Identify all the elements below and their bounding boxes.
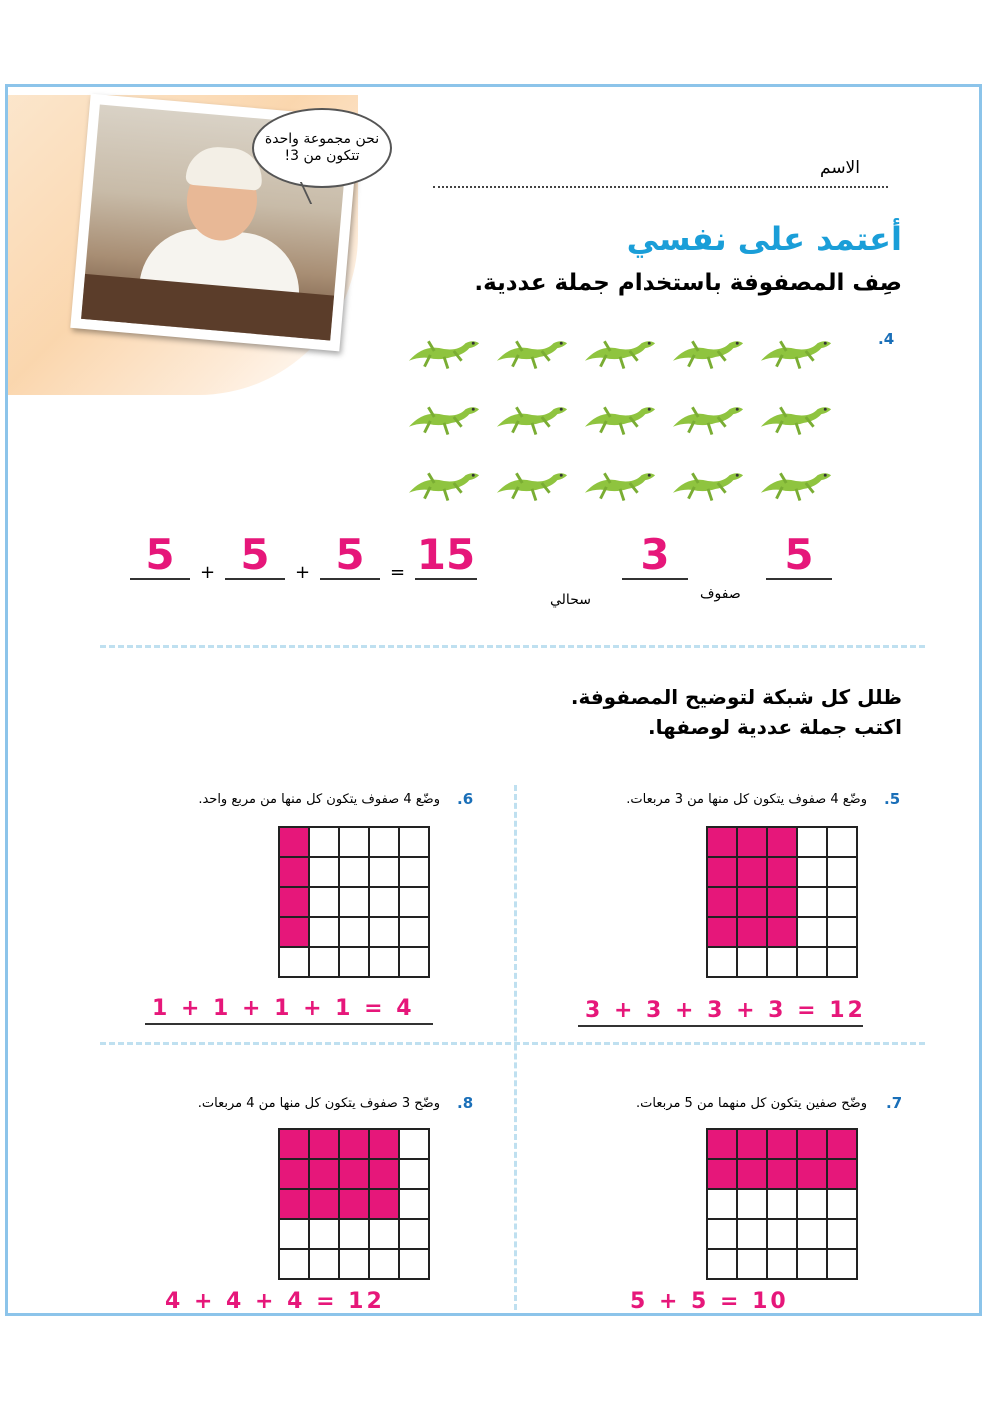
copyright-side-text [938, 985, 952, 1260]
grid-cell-shaded[interactable] [768, 1160, 796, 1188]
grid-cell-shaded[interactable] [768, 888, 796, 916]
grid-cell-shaded[interactable] [340, 1160, 368, 1188]
name-field[interactable] [433, 186, 888, 188]
grid-cell[interactable] [828, 1250, 856, 1278]
grid-cell[interactable] [738, 1250, 766, 1278]
rows-answer-field[interactable]: 5 [766, 532, 832, 580]
grid-cell[interactable] [708, 1190, 736, 1218]
lizard-array [405, 318, 835, 516]
problem-7-equation: 5 + 5 = 10 [630, 1289, 789, 1314]
plus-sign-1: + [200, 562, 216, 583]
grid-cell-shaded[interactable] [340, 1190, 368, 1218]
page-title: أعتمد على نفسي [626, 220, 902, 258]
problem-8-equation: 4 + 4 + 4 = 12 [165, 1289, 385, 1314]
speech-bubble: نحن مجموعة واحدة تتكون من 3! [252, 108, 392, 188]
grid-cell-shaded[interactable] [738, 828, 766, 856]
grid-cell-shaded[interactable] [280, 858, 308, 886]
problem-8-number: .8 [457, 1094, 474, 1112]
grid-cell-shaded[interactable] [708, 918, 736, 946]
grid-cell[interactable] [400, 1250, 428, 1278]
grid-cell[interactable] [798, 828, 826, 856]
grid-cell[interactable] [280, 1250, 308, 1278]
grid-cell[interactable] [828, 918, 856, 946]
grid-cell[interactable] [768, 948, 796, 976]
grid-cell-shaded[interactable] [370, 1160, 398, 1188]
grid-cell-shaded[interactable] [738, 888, 766, 916]
problem-8-text: وضّح 3 صفوف يتكون كل منها من 4 مربعات. [197, 1096, 440, 1111]
lizard-icon [581, 397, 659, 437]
grid-cell[interactable] [340, 1250, 368, 1278]
lizard-row [405, 450, 835, 516]
grid-cell-shaded[interactable] [310, 1130, 338, 1158]
grid-cell[interactable] [798, 1220, 826, 1248]
problem-5-text: وضّع 4 صفوف يتكون كل منها من 3 مربعات. [626, 792, 867, 807]
grid-cell[interactable] [828, 948, 856, 976]
grid-cell[interactable] [768, 1220, 796, 1248]
grid-cell[interactable] [768, 1250, 796, 1278]
rows-label: صفوف [700, 586, 741, 602]
grid-cell-shaded[interactable] [708, 1160, 736, 1188]
grid-cell[interactable] [400, 828, 428, 856]
grid-cell[interactable] [400, 948, 428, 976]
sum-answer-3[interactable]: 5 [320, 532, 380, 580]
grid-cell-shaded[interactable] [738, 1130, 766, 1158]
grid-cell[interactable] [828, 888, 856, 916]
grid-cell-shaded[interactable] [280, 1160, 308, 1188]
lizard-icon [493, 331, 571, 371]
grid-cell[interactable] [280, 948, 308, 976]
grid-cell-shaded[interactable] [708, 1130, 736, 1158]
name-label: الاسم [820, 158, 860, 178]
lizard-icon [669, 331, 747, 371]
grid-cell[interactable] [400, 858, 428, 886]
grid-cell[interactable] [340, 948, 368, 976]
grid-cell-shaded[interactable] [738, 1160, 766, 1188]
grid-cell[interactable] [400, 1160, 428, 1188]
grid-cell[interactable] [370, 858, 398, 886]
grid-cell[interactable] [828, 1190, 856, 1218]
grid-cell-shaded[interactable] [370, 1190, 398, 1218]
lizard-icon [405, 331, 483, 371]
grid-cell[interactable] [340, 918, 368, 946]
instructions-line-1: ظلل كل شبكة لتوضيح المصفوفة. [570, 685, 902, 709]
lizard-icon [669, 397, 747, 437]
grid-cell[interactable] [708, 948, 736, 976]
equals-sign: = [390, 562, 406, 583]
lizard-icon [493, 397, 571, 437]
problem-7-number: .7 [886, 1094, 903, 1112]
grid-cell-shaded[interactable] [310, 1160, 338, 1188]
grid-cell[interactable] [310, 1250, 338, 1278]
grid-cell[interactable] [828, 858, 856, 886]
grid-cell[interactable] [400, 918, 428, 946]
grid-cell[interactable] [798, 1190, 826, 1218]
lizard-icon [757, 331, 835, 371]
grid-cell[interactable] [340, 888, 368, 916]
problem-5-grid[interactable] [706, 826, 858, 978]
grid-cell[interactable] [340, 828, 368, 856]
row-divider [100, 1042, 925, 1045]
grid-cell[interactable] [738, 1190, 766, 1218]
lizard-icon [581, 463, 659, 503]
problem-5-answer-line[interactable] [578, 1025, 863, 1027]
grid-cell-shaded[interactable] [280, 918, 308, 946]
grid-cell[interactable] [798, 858, 826, 886]
grid-cell[interactable] [370, 948, 398, 976]
grid-cell-shaded[interactable] [708, 828, 736, 856]
grid-cell[interactable] [280, 1220, 308, 1248]
grid-cell[interactable] [768, 1190, 796, 1218]
grid-cell[interactable] [370, 888, 398, 916]
lizard-icon [757, 397, 835, 437]
grid-cell[interactable] [310, 858, 338, 886]
grid-cell[interactable] [708, 1220, 736, 1248]
grid-cell[interactable] [310, 888, 338, 916]
page-subtitle: صِف المصفوفة باستخدام جملة عددية. [474, 270, 902, 296]
question-number-4: .4 [878, 330, 895, 348]
problem-6-answer-line[interactable] [145, 1023, 433, 1025]
grid-cell-shaded[interactable] [280, 1130, 308, 1158]
grid-cell[interactable] [400, 1130, 428, 1158]
instructions-line-2: اكتب جملة عددية لوصفها. [647, 715, 902, 739]
grid-cell[interactable] [310, 828, 338, 856]
grid-cell-shaded[interactable] [768, 1130, 796, 1158]
lizard-icon [669, 463, 747, 503]
grid-cell[interactable] [828, 1220, 856, 1248]
problem-7-text: وضّح صفين يتكون كل منهما من 5 مربعات. [636, 1096, 867, 1111]
grid-cell-shaded[interactable] [828, 1160, 856, 1188]
lizard-row [405, 318, 835, 384]
lizard-row [405, 384, 835, 450]
grid-cell-shaded[interactable] [280, 828, 308, 856]
grid-cell-shaded[interactable] [280, 1190, 308, 1218]
problem-5-number: .5 [884, 790, 901, 808]
section-divider [100, 645, 925, 648]
grid-cell[interactable] [310, 1220, 338, 1248]
lizard-icon [405, 397, 483, 437]
sum-answer-2[interactable]: 5 [225, 532, 285, 580]
grid-cell[interactable] [828, 828, 856, 856]
grid-cell-shaded[interactable] [768, 858, 796, 886]
grid-cell-shaded[interactable] [738, 918, 766, 946]
problem-8-grid[interactable] [278, 1128, 430, 1280]
grid-cell[interactable] [798, 948, 826, 976]
cols-label: سحالي [550, 592, 591, 608]
grid-cell-shaded[interactable] [370, 1130, 398, 1158]
grid-cell-shaded[interactable] [310, 1190, 338, 1218]
sum-answer-1[interactable]: 5 [130, 532, 190, 580]
grid-cell[interactable] [738, 1220, 766, 1248]
grid-cell-shaded[interactable] [768, 918, 796, 946]
grid-cell[interactable] [370, 828, 398, 856]
grid-cell-shaded[interactable] [768, 828, 796, 856]
grid-cell-shaded[interactable] [280, 888, 308, 916]
grid-cell[interactable] [370, 1220, 398, 1248]
sum-total-answer[interactable]: 15 [416, 530, 476, 579]
grid-cell[interactable] [310, 918, 338, 946]
problem-6-grid[interactable] [278, 826, 430, 978]
grid-cell-shaded[interactable] [828, 1130, 856, 1158]
problem-6-text: وضّع 4 صفوف يتكون كل منها من مربع واحد. [198, 792, 440, 807]
grid-cell[interactable] [400, 1220, 428, 1248]
problem-7-grid[interactable] [706, 1128, 858, 1280]
lizard-icon [757, 463, 835, 503]
grid-cell[interactable] [310, 948, 338, 976]
grid-cell[interactable] [400, 1190, 428, 1218]
grid-cell[interactable] [340, 1220, 368, 1248]
cols-answer-field[interactable]: 3 [622, 532, 688, 580]
column-divider [514, 785, 517, 1310]
problem-5-equation: 3 + 3 + 3 + 3 = 12 [585, 998, 866, 1023]
grid-cell[interactable] [340, 858, 368, 886]
grid-cell[interactable] [400, 888, 428, 916]
lizard-icon [581, 331, 659, 371]
problem-6-equation: 1 + 1 + 1 + 1 = 4 [152, 996, 415, 1021]
grid-cell-shaded[interactable] [708, 858, 736, 886]
grid-cell[interactable] [798, 888, 826, 916]
lizard-icon [405, 463, 483, 503]
grid-cell-shaded[interactable] [340, 1130, 368, 1158]
problem-6-number: .6 [457, 790, 474, 808]
grid-cell-shaded[interactable] [708, 888, 736, 916]
grid-cell[interactable] [798, 918, 826, 946]
grid-cell-shaded[interactable] [798, 1160, 826, 1188]
plus-sign-2: + [295, 562, 311, 583]
grid-cell[interactable] [738, 948, 766, 976]
lizard-icon [493, 463, 571, 503]
grid-cell-shaded[interactable] [798, 1130, 826, 1158]
grid-cell[interactable] [370, 918, 398, 946]
grid-cell[interactable] [708, 1250, 736, 1278]
grid-cell[interactable] [370, 1250, 398, 1278]
grid-cell[interactable] [798, 1250, 826, 1278]
grid-cell-shaded[interactable] [738, 858, 766, 886]
